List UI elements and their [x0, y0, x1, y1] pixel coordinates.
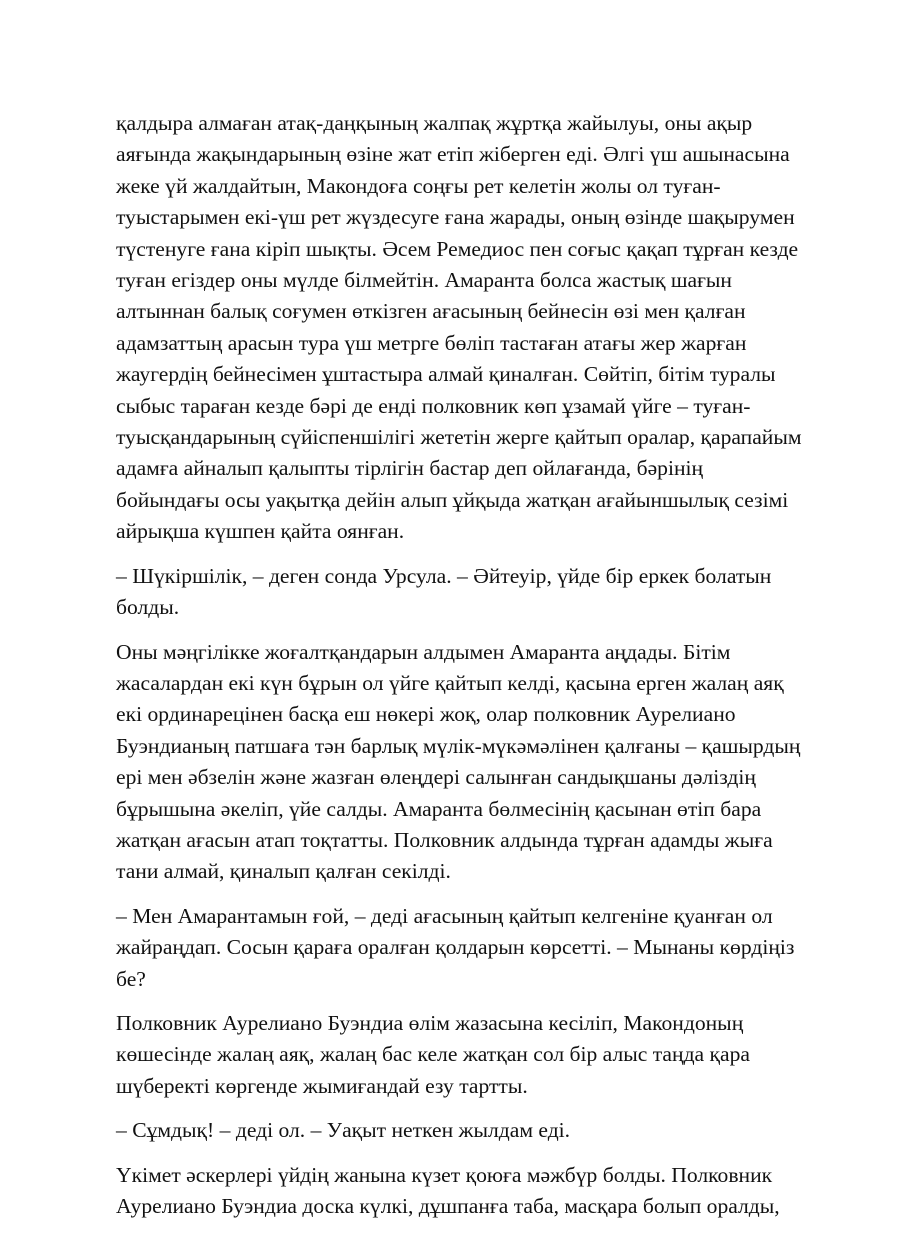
paragraph-1: қалдыра алмаған атақ-даңқының жалпақ жұртқа жайылуы, оны ақыр аяғында жақындарының өзіне жат етіп жіберген еді. Әлгі үш ашынасына жеке үй жалдайтын, Макондоға соңғы рет келетін жолы ол туған-туыстарымен екі-үш рет жүздесуге ғана жарады, оның өзінде шақырумен түстенуге ғана кіріп шықты. Әсем Ремедиос пен соғыс қақап тұрған кезде туған егіздер оны мүлде білмейтін. Амаранта болса жастық шағын алтыннан балық соғумен өткізген ағасының бейнесін өзі мен қалған адамзаттың арасын тура үш метрге бөліп тастаған атағы жер жарған жаугердің бейнесімен ұштастыра алмай қиналған. Сөйтіп, бітім туралы сыбыс тараған кезде бәрі де енді полковник көп ұзамай үйге – туған-туысқандарының сүйіспеншілігі жететін жерге қайтып оралар, қарапайым адамға айналып қалыпты тірлігін бастар деп ойлағанда, бәрінің бойындағы осы уақытқа дейін алып ұйқыда жатқан ағайыншылық сезімі айрықша күшпен қайта оянған.: [116, 111, 802, 544]
paragraph-3: Оны мәңгілікке жоғалтқандарын алдымен Амаранта аңдады. Бітім жасалардан екі күн бұрын ол үйге қайтып келді, қасына ерген жалаң аяқ екі ординарецінен басқа еш нөкері жоқ, олар полковник Аурелиано Буэндианың патшаға тән барлық мүлік-мүкәмәлінен қалғаны – қашырдың ері мен әбзелін және жазған өлеңдері салынған сандықшаны дәліздің бұрышына әкеліп, үйе салды. Амаранта бөлмесінің қасынан өтіп бара жатқан ағасын атап тоқтатты. Полковник алдында тұрған адамды жыға тани алмай, қиналып қалған секілді.: [116, 639, 801, 884]
paragraph-5: Полковник Аурелиано Буэндиа өлім жазасына кесіліп, Макондоның көшесінде жалаң аяқ, жалаң бас келе жатқан сол бір алыс таңда қара шүберекті көргенде жымиғандай езу тартты.: [116, 1010, 750, 1098]
paragraph-7: Үкімет әскерлері үйдің жанына күзет қоюға мәжбүр болды. Полковник Аурелиано Буэндиа доска күлкі, дұшпанға таба, масқара болып оралды,: [116, 1162, 780, 1218]
paragraph-2: – Шүкіршілік, – деген сонда Урсула. – Әйтеуір, үйде бір еркек болатын болды.: [116, 563, 772, 620]
document-body: [116, 108, 810, 1235]
paragraph-4: – Мен Амарантамын ғой, – деді ағасының қайтып келгеніне қуанған ол жайраңдап. Сосын қараға оралған қолдарын көрсетті. – Мынаны көрдіңіз бе?: [116, 903, 795, 991]
paragraph-6: – Сұмдық! – деді ол. – Уақыт неткен жылдам еді.: [116, 1118, 571, 1143]
